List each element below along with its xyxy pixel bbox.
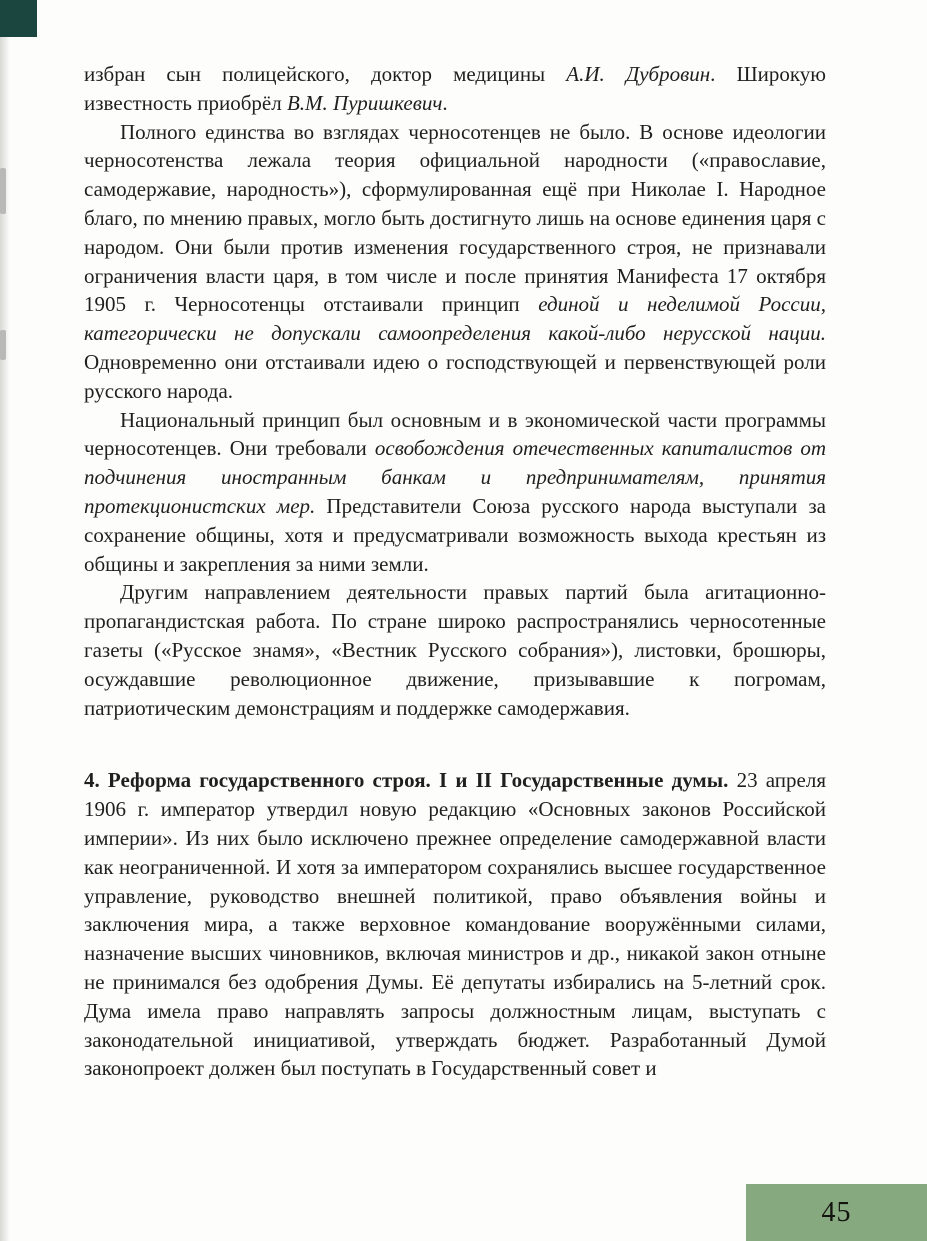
text-segment-italic: освобождения отечественных капиталистов от подчинения иностранным банкам и предпринимателям, принятия протекционистских мер. (84, 436, 826, 518)
text-segment-bold: 4. Реформа государственного строя. I и II Государственные думы. (84, 768, 737, 793)
text-segment-normal: . Широкую известность приобрёл (84, 62, 826, 115)
text-segment-normal: Одновременно они отстаивали идею о господствующей и первенствующей роли русского народа. (84, 349, 826, 403)
section-paragraph (84, 766, 826, 1083)
scan-artifact (0, 330, 6, 360)
text-segment-normal: 23 апреля 1906 г. император утвердил новую редакцию «Основных законов Российской империи». Из них было исключено прежнее определение самодержавной власти как неограниченной. И хотя за императором сохранялись высшее государственное управление, руководство внешней политикой, право объявления войны и заключения мира, а также верховное командование вооружёнными силами, назначение высших чиновников, включая министров и др., никакой закон отныне не принимался без одобрения Думы. Её депутаты избирались на 5-летний срок. Дума имела право направлять запросы должностным лицам, выступать с законодательной инициативой, утверждать бюджет. Разработанный Думой законопроект должен был поступать в Государственный совет и (84, 768, 826, 1081)
paragraph (84, 60, 826, 118)
page-text-block (84, 60, 826, 1083)
scan-corner-mark (0, 0, 37, 37)
text-segment-normal: избран сын полицейского, доктор медицины (84, 62, 567, 86)
text-segment-italic: единой и неделимой России, категорически не допускали самоопределения какой-либо нерусской нации. (84, 292, 826, 346)
paragraph (84, 118, 826, 406)
text-segment-italic: В.М. Пуришкевич (286, 90, 443, 115)
text-segment-normal: Другим направлением деятельности правых партий была агитационно-пропагандистская работа. По стране широко распространялись черносотенные газеты («Русское знамя», «Вестник Русского собрания»), листовки, брошюры, осуждавшие революционное движение, призывавшие к погромам, патриотическим демонстрациям и поддержке самодержавия. (84, 580, 826, 720)
text-segment-normal: Национальный принцип был основным и в экономической части программы черносотенцев. Они требовали (84, 407, 826, 461)
page-number: 45 (821, 1196, 852, 1228)
page-number-box (746, 1184, 927, 1241)
text-segment-normal: . (442, 90, 448, 115)
text-segment-normal: Представители Союза русского народа выступали за сохранение общины, хотя и предусматривали возможность выхода крестьян из общины и закрепления за ними земли. (84, 493, 827, 576)
text-segment-italic: А.И. Дубровин (566, 62, 711, 86)
paragraph (84, 578, 826, 722)
scan-artifact (0, 168, 6, 214)
paragraph (84, 406, 826, 579)
text-segment-normal: Полного единства во взглядах черносотенцев не было. В основе идеологии черносотенства лежала теория официальной народности («православие, самодержавие, народность»), сформулированная ещё при Николае I. Народное благо, по мнению правых, могло быть достигнуто лишь на основе единения царя с народом. Они были против изменения государственного строя, не признавали ограничения власти царя, в том числе и после принятия Манифеста 17 октября 1905 г. Черносотенцы отстаивали принцип (84, 119, 826, 317)
